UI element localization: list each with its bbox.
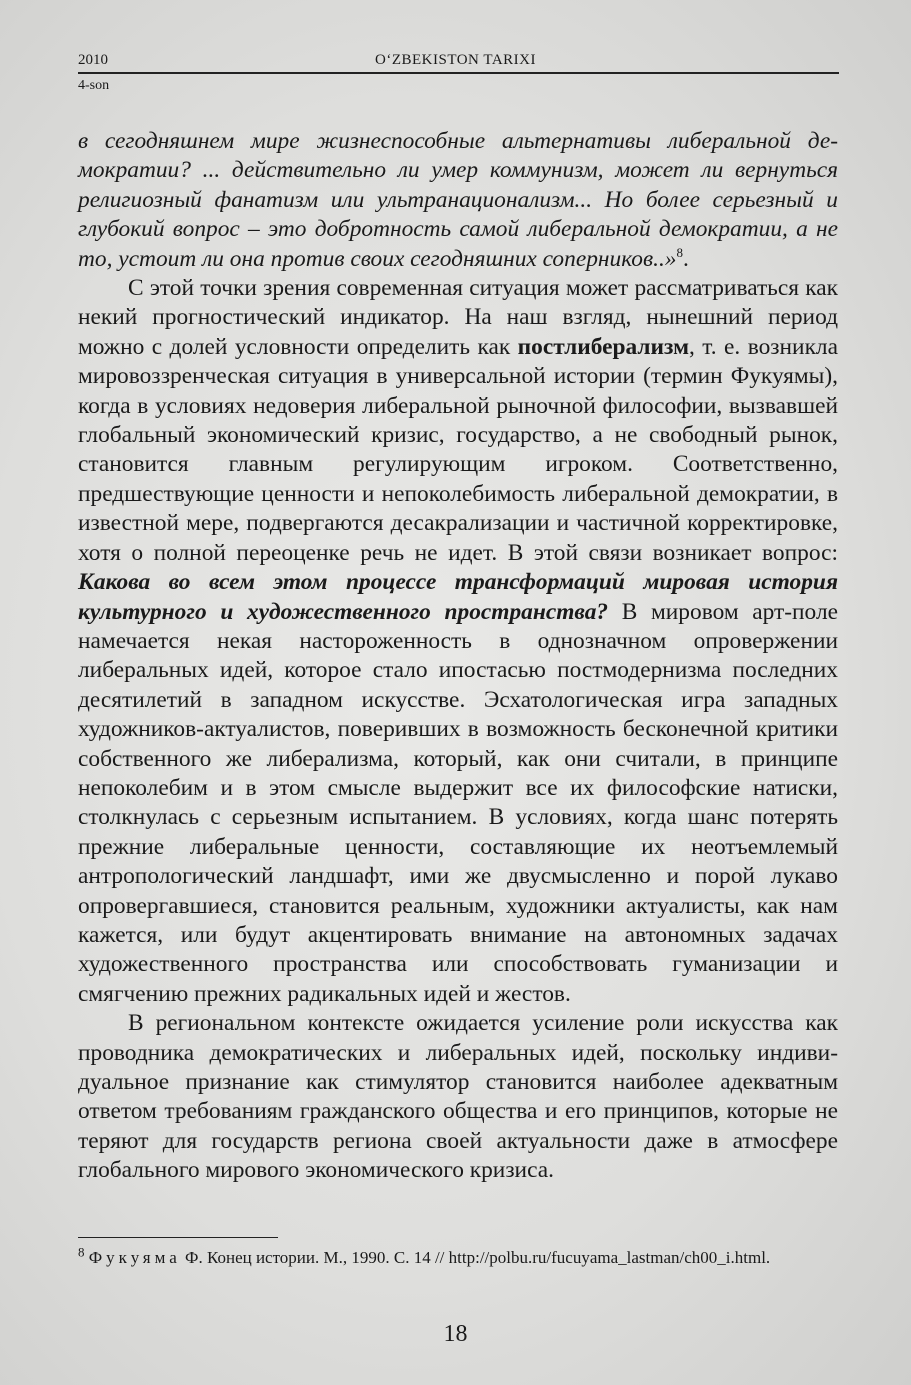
quote-end: . [683, 245, 689, 272]
para1-part1: С этой точки зрения современная ситуация может рассматриваться как некий прогностический индикатор. На наш взгляд, нынешний период можно с долей условности определить как [78, 275, 838, 360]
header-year: 2010 [78, 52, 108, 68]
key-question: Какова во всем этом процессе трансформаций мировая история культурного и художественного пространства? [78, 569, 838, 625]
page-number: 18 [443, 1321, 468, 1347]
term-postliberalism: постлиберализм [517, 333, 690, 360]
footnote-number: 8 [78, 1244, 85, 1260]
header-rule [78, 72, 839, 74]
footnote-author: Фукуяма [88, 1248, 181, 1267]
article-body [78, 127, 838, 1186]
footnote [78, 1246, 838, 1269]
footnote-ref[interactable]: 8 [676, 244, 683, 260]
footnote-text[interactable]: Ф. Конец истории. М., 1990. С. 14 // http://polbu.ru/fucuyama_lastman/ch00_i.html. [180, 1248, 771, 1267]
quote-paragraph [78, 127, 838, 274]
paragraph-2: В региональном контексте ожидается усиление роли искусства как проводника демократических и либеральных идей, поскольку индивидуальное признание как стимулятор становится наиболее адекватным ответом требованиям гражданского общества и его принципов, которые не теряют для государств региона своей актуальности даже в атмосфере глобального мирового экономического кризиса. [78, 1010, 838, 1184]
paragraph-1 [78, 274, 838, 1009]
header-issue: 4-son [78, 78, 110, 93]
para1-part2: , т. е. возникла мировоззренческая ситуация в универсальной истории (термин Фукуямы), когда в условиях недоверия либеральной рыночной философии, вызвавшей глобальный экономический кризис, государство, а не свободный рынок, становится главным регулирующим игроком. Соответственно, предшествующие ценности и непоколебимость либеральной демократии, в известной мере, подвергаются десакрализации и частичной корректировке, хотя о полной переоценке речь не идет. В этой связи возникает вопрос: [78, 333, 838, 566]
header-journal-title: O‘ZBEKISTON TARIXI [375, 52, 536, 68]
para1-part3: В мировом арт-поле намечается некая настороженность в однозначном опровержении либеральных идей, которое стало ипостасью постмодернизма последних десятилетий в западном искусстве. Эсхатологическая игра западных художников-актуалистов, поверивших в возможность бесконечной критики собственного же либерализма, который, как они считали, в принципе непоколебим и в этом смысле выдержит все их философские натиски, столкнулась с серьезным испытанием. В условиях, когда шанс потерять прежние либеральные ценности, составляющие их неотъемлемый антропологический ландшафт, ими же двусмысленно и порой лукаво опровергавшиеся, становится реальным, художники актуалисты, как нам кажется, или будут акцентировать внимание на автономных задачах художественного пространства или способствовать гуманизации и смягчению прежних радикальных идей и жестов. [78, 598, 838, 1007]
footnote-rule [78, 1237, 278, 1238]
quote-text: в сегодняшнем мире жизнеспособные альтернативы либеральной демократии? ... действительно ли умер коммунизм, может ли вернуться религиозный фанатизм или ультранационализм... Но более серьезный и глубокий вопрос – это добротность самой либеральной демократии, а не то, устоит ли она против своих сегодняшних соперников..» [78, 128, 838, 272]
